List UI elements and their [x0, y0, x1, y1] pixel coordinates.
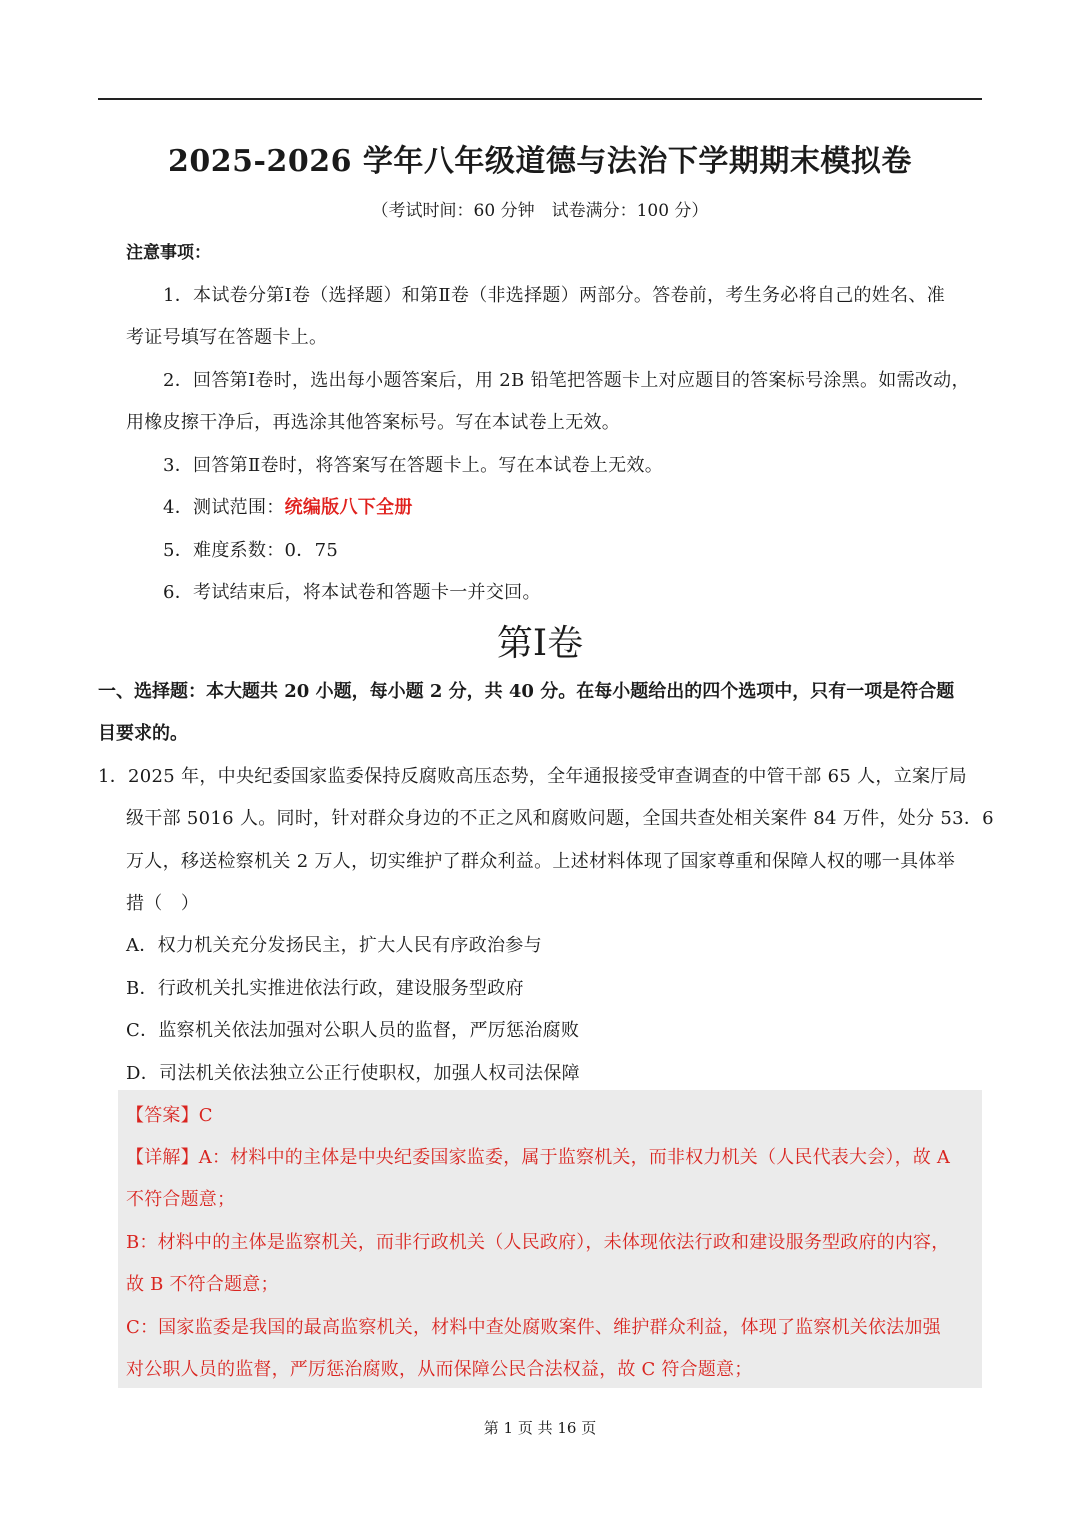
notice-heading: 注意事项：: [126, 243, 211, 263]
notice-item-2-line-2: 用橡皮擦干净后，再选涂其他答案标号。写在本试卷上无效。: [126, 412, 621, 433]
notice-item-2-line-1: 2．回答第Ⅰ卷时，选出每小题答案后，用 2B 铅笔把答题卡上对应题目的答案标号涂黑。如需改动，: [163, 370, 970, 391]
question-1-line-1: 1．2025 年，中央纪委国家监委保持反腐败高压态势，全年通报接受审查调查的中管干部 65 人，立案厅局: [98, 766, 967, 787]
notice-item-4: [163, 493, 413, 519]
question-1-line-3: 万人，移送检察机关 2 万人，切实维护了群众利益。上述材料体现了国家尊重和保障人权的哪一具体举: [126, 851, 955, 872]
question-1-line-2: 级干部 5016 人。同时，针对群众身边的不正之风和腐败问题，全国共查处相关案件 84 万件，处分 53．6: [126, 808, 994, 829]
notice-item-4-label: 4．测试范围：: [163, 497, 285, 518]
exam-subtitle: （考试时间：60 分钟 试卷满分：100 分）: [371, 201, 709, 221]
section-instruction-line-1: 一、选择题：本大题共 20 小题，每小题 2 分，共 40 分。在每小题给出的四个选项中，只有一项是符合题: [98, 681, 955, 702]
option-b: B．行政机关扎实推进依法行政，建设服务型政府: [126, 978, 524, 999]
explanation-a-line-2: 不符合题意；: [126, 1189, 236, 1210]
page-number: 第 1 页 共 16 页: [483, 1419, 597, 1437]
notice-item-6: 6．考试结束后，将本试卷和答题卡一并交回。: [163, 582, 541, 603]
question-1-line-4: 措（ ）: [126, 893, 200, 914]
test-scope-value: 统编版八下全册: [284, 497, 413, 518]
option-d: D．司法机关依法独立公正行使职权，加强人权司法保障: [126, 1063, 580, 1084]
explanation-b-line-1: B：材料中的主体是监察机关，而非行政机关（人民政府），未体现依法行政和建设服务型政府的内容，: [126, 1232, 950, 1253]
exam-title: 2025-2026 学年八年级道德与法治下学期期末模拟卷: [168, 144, 912, 179]
explanation-c-line-1: C：国家监委是我国的最高监察机关，材料中查处腐败案件、维护群众利益，体现了监察机关依法加强: [126, 1317, 941, 1338]
explanation-c-line-2: 对公职人员的监督，严厉惩治腐败，从而保障公民合法权益，故 C 符合题意；: [126, 1359, 753, 1380]
section-title: 第Ⅰ卷: [496, 623, 584, 664]
notice-item-5: 5．难度系数：0．75: [163, 540, 339, 561]
explanation-b-line-2: 故 B 不符合题意；: [126, 1274, 279, 1295]
notice-item-3: 3．回答第Ⅱ卷时，将答案写在答题卡上。写在本试卷上无效。: [163, 455, 664, 476]
answer-label: 【答案】C: [126, 1105, 213, 1126]
notice-item-1-line-1: 1．本试卷分第Ⅰ卷（选择题）和第Ⅱ卷（非选择题）两部分。答卷前，考生务必将自己的姓名、准: [163, 285, 945, 306]
section-instruction-line-2: 目要求的。: [98, 723, 188, 744]
notice-item-1-line-2: 考证号填写在答题卡上。: [126, 327, 328, 348]
explanation-a-line-1: 【详解】A：材料中的主体是中央纪委国家监委，属于监察机关，而非权力机关（人民代表大会），故 A: [126, 1147, 951, 1168]
option-a: A．权力机关充分发扬民主，扩大人民有序政治参与: [126, 935, 542, 956]
option-c: C．监察机关依法加强对公职人员的监督，严厉惩治腐败: [126, 1020, 580, 1041]
header-rule: [98, 98, 982, 100]
